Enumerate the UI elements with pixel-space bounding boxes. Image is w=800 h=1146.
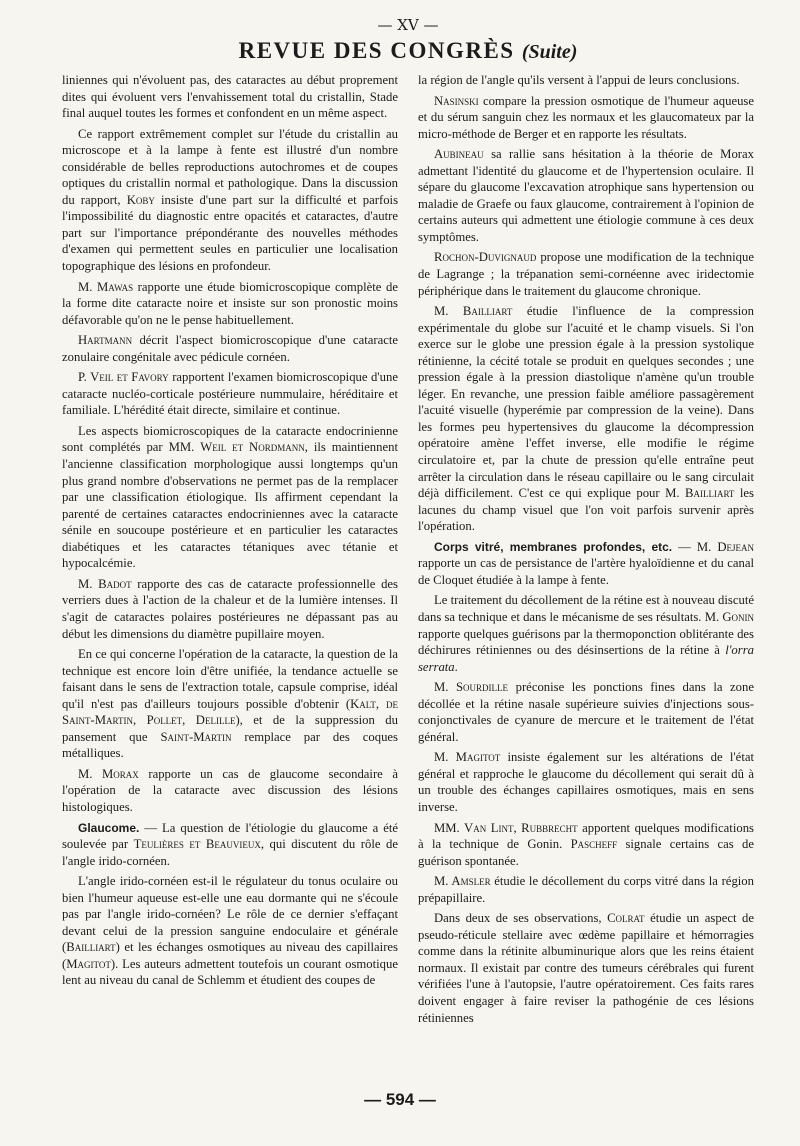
paragraph: L'angle irido-cornéen est-il le régulateur du tonus oculaire ou bien l'humeur aqueuse est-elle une eau dormante qui ne s'écoule pas par l'angle irido-cornéen? Le rôle de ce dernier s'effaçant devant celui de la pression sanguine endoculaire et générale (Bailliart) et les échanges osmotiques au niveau des capillaires (Magitot). Les auteurs admettent toutefois un courant osmotique lent au niveau du canal de Schlemm et étudient des coupes de — [62, 874, 398, 988]
author-name: Kalt, de Saint-Martin, Pollet, Delille — [62, 696, 399, 728]
paragraph: M. Badot rapporte des cas de cataracte professionnelle des verriers dues à l'action de la chaleur et de la lumière intenses. Il s'agit de cataractes polaires postérieures ne dépassant pas au début les dimensions du diamètre pupillaire moyen. — [62, 576, 398, 641]
author-name: P. Veil et Favory — [78, 370, 169, 385]
author-name: Weil et Nordmann — [200, 440, 305, 455]
page-number: — 594 — — [364, 1090, 436, 1109]
author-name: Koby — [126, 192, 155, 207]
author-name: Magitot — [66, 956, 111, 971]
paragraph: P. Veil et Favory rapportent l'examen biomicroscopique d'une cataracte nucléo-corticale postérieure nummulaire, héréditaire et familiale. L'hérédité était directe, similaire et continue. — [62, 370, 398, 418]
author-name: M. Sourdille — [434, 680, 509, 695]
author-name: Rochon-Duvignaud — [434, 250, 537, 265]
author-name: M. Badot — [78, 576, 132, 591]
paragraph: M. Magitot insiste également sur les altérations de l'état général et rapproche le glaucome du décollement qui serait dû à un trouble des échanges capillaires osmotiques, mais en sens inverse. — [418, 750, 754, 814]
paragraph: Ce rapport extrêmement complet sur l'étude du cristallin au microscope et à la lampe à fente est illustré d'un nombre considérable de belles reproductions autochromes et de coupes optiques du cristallin normal et pathologique. Dans la discussion du rapport, Koby insiste d'une part sur la difficulté et parfois l'impossibilité du diagnostic entre opacités et cataractes, d'autre part sur l'importance prépondérante des nouvelles méthodes d'examen qui permettent seules en particulier une localisation topographique des lésions en profondeur. — [62, 126, 399, 274]
author-name: M. Magitot — [434, 750, 501, 765]
paragraph: Hartmann décrit l'aspect biomicroscopique d'une cataracte zonulaire congénitale avec pédicule cornéen. — [62, 333, 398, 364]
paragraph: M. Bailliart étudie l'influence de la compression expérimentale du globe sur l'acuité et le champ visuels. Si l'on exerce sur le globe une pression égale à la pression systolique rétinienne, la cécité totale se produit en quelques secondes ; une pression égale à la pression diastolique n'amène qu'un trouble léger. En revanche, une pression faible améliore passagèrement l'acuité visuelle (hyperémie par compression de la veine). Dans les formes peu hypertensives du glaucome la décompression opératoire amène l'effet inverse, elle modifie le régime circulatoire et, par la chute de pression qu'elle entraîne peut arrêter la circulation dans le réseau capillaire ou le sang circulait déjà difficilement. C'est ce qui explique pour M. Bailliart les lacunes du champ visuel que l'on voit parfois survenir après l'opération. — [418, 304, 754, 534]
running-head-title: REVUE DES CONGRÈS — [238, 38, 515, 63]
running-head-suffix: (Suite) — [521, 41, 578, 63]
paragraph: Glaucome. — La question de l'étiologie du glaucome a été soulevée par Teulières et Beauvieux, qui discutent du rôle de l'angle irido-cornéen. — [62, 820, 398, 868]
author-name: Teulières et Beauvieux — [133, 837, 261, 852]
author-name: M. Mawas — [78, 279, 134, 294]
author-name: Saint-Martin — [160, 729, 232, 744]
text-columns — [62, 72, 754, 1030]
author-name: M. Gonin — [704, 609, 754, 624]
paragraph: En ce qui concerne l'opération de la cataracte, la question de la technique est encore loin d'être unifiée, la tendance actuelle se faisant dans le sens de l'extraction totale, capsule comprise, idéal qu'il n'est pas d'ailleurs toujours possible d'obtenir (Kalt, de Saint-Martin, Pollet, Delille), et de la suppression du pansement que Saint-Martin remplace par des coques métalliques. — [62, 647, 399, 761]
author-name: M. Bailliart — [434, 304, 513, 319]
author-name: M. Dejean — [696, 539, 754, 554]
author-name: M. Bailliart — [665, 486, 735, 501]
paragraph: Les aspects biomicroscopiques de la cataracte endocrinienne sont complétés par MM. Weil et Nordmann, ils maintiennent l'ancienne classification morphologique aussi longtemps qu'un plus grand nombre d'observations ne permet pas de la remplacer par une classification étiologique. Ils affirment cependant la parenté de certaines cataractes endocriniennes avec la cataracte sénile en soucoupe postérieure et en particulier les cataractes diabétiques et les cataractes tétaniques avec tétanie et hypocalcémie. — [62, 423, 398, 571]
paragraph: la région de l'angle qu'ils versent à l'appui de leurs conclusions. — [418, 73, 740, 87]
author-name: Hartmann — [78, 333, 133, 348]
paragraph: M. Mawas rapporte une étude biomicroscopique complète de la forme dite cataracte noire et insiste sur son pronostic moins défavorable qu'on ne le pense habituellement. — [62, 279, 398, 327]
author-name: M. Amsler — [434, 874, 491, 889]
paragraph: M. Sourdille préconise les ponctions fines dans la zone décollée et la rétine nasale supérieure suivies d'injections sous-conjonctivales de cyanure de mercure et le traitement de l'état général. — [418, 680, 754, 744]
paragraph: Nasinski compare la pression osmotique de l'humeur aqueuse et du sérum sanguin chez les normaux et les glaucomateux par la micro-méthode de Berger et en rapporte les résultats. — [418, 93, 754, 141]
paragraph: M. Amsler étudie le décollement du corps vitré dans la région prépapillaire. — [418, 874, 754, 905]
left-column — [62, 72, 398, 1030]
paragraph: MM. Van Lint, Rubbrecht apportent quelques modifications à la technique de Gonin. Pascheff signale certains cas de guérison spontanée. — [418, 820, 754, 868]
paragraph: Rochon-Duvignaud propose une modification de la technique de Lagrange ; la trépanation semi-cornéenne avec iridectomie périphérique dans le traitement du glaucome chronique. — [418, 250, 754, 298]
section-heading: Corps vitré, membranes profondes, etc. — [434, 539, 673, 554]
paragraph: Le traitement du décollement de la rétine est à nouveau discuté dans sa technique et dans le mécanisme de ses résultats. M. Gonin rapporte quelques guérisons par la thermoponction oblitérante des déchirures rétiniennes ou des désinsertions de la rétine à l'orra serrata. — [418, 593, 754, 674]
author-name: Bailliart — [66, 940, 116, 955]
running-head — [62, 36, 754, 66]
author-name: Aubineau — [434, 147, 484, 162]
section-heading: Glaucome. — [78, 820, 140, 835]
paragraph: M. Morax rapporte un cas de glaucome secondaire à l'opération de la cataracte avec discussion des lésions histologiques. — [62, 766, 398, 814]
paragraph: liniennes qui n'évoluent pas, des cataractes au début proprement dites qui évoluent vers l'envahissement total du cristallin, Stade final auquel toutes les formes et confondent en un même aspect. — [62, 73, 398, 121]
paragraph: Dans deux de ses observations, Colrat étudie un aspect de pseudo-réticule stellaire avec œdème papillaire et hémorragies comme dans la rétinite albuminurique alors que les reins étaient normaux. Il existait par contre des tumeurs cérébrales qui furent vérifiées l'une à l'autopsie, l'autre opératoirement. Ces faits rares doivent engager à faire reviser la pathogénie de ces lésions rétiniennes — [418, 911, 754, 1025]
top-folio: — XV — — [377, 16, 439, 34]
author-name: Colrat — [607, 911, 645, 926]
right-column — [418, 72, 754, 1030]
author-name: Nasinski — [434, 93, 479, 108]
italic-term: l'orra serrata — [418, 643, 754, 674]
paragraph: Aubineau sa rallie sans hésitation à la théorie de Morax admettant l'identité du glaucome et de l'hypertension oculaire. Il sépare du glaucome l'excavation atrophique sans hypertension ou maladie de Graefe ou faux glaucome, contrairement à l'opinion de certains auteurs qui admettent une étiologie commune à ces deux symptômes. — [418, 147, 754, 244]
author-name: M. Morax — [78, 766, 139, 781]
author-name: Pascheff — [570, 837, 618, 852]
paragraph: Corps vitré, membranes profondes, etc. — M. Dejean rapporte un cas de persistance de l'artère hyaloïdienne et du canal de Cloquet étudiée à la lampe à fente. — [418, 539, 754, 587]
author-name: MM. Van Lint, Rubbrecht — [434, 820, 578, 835]
